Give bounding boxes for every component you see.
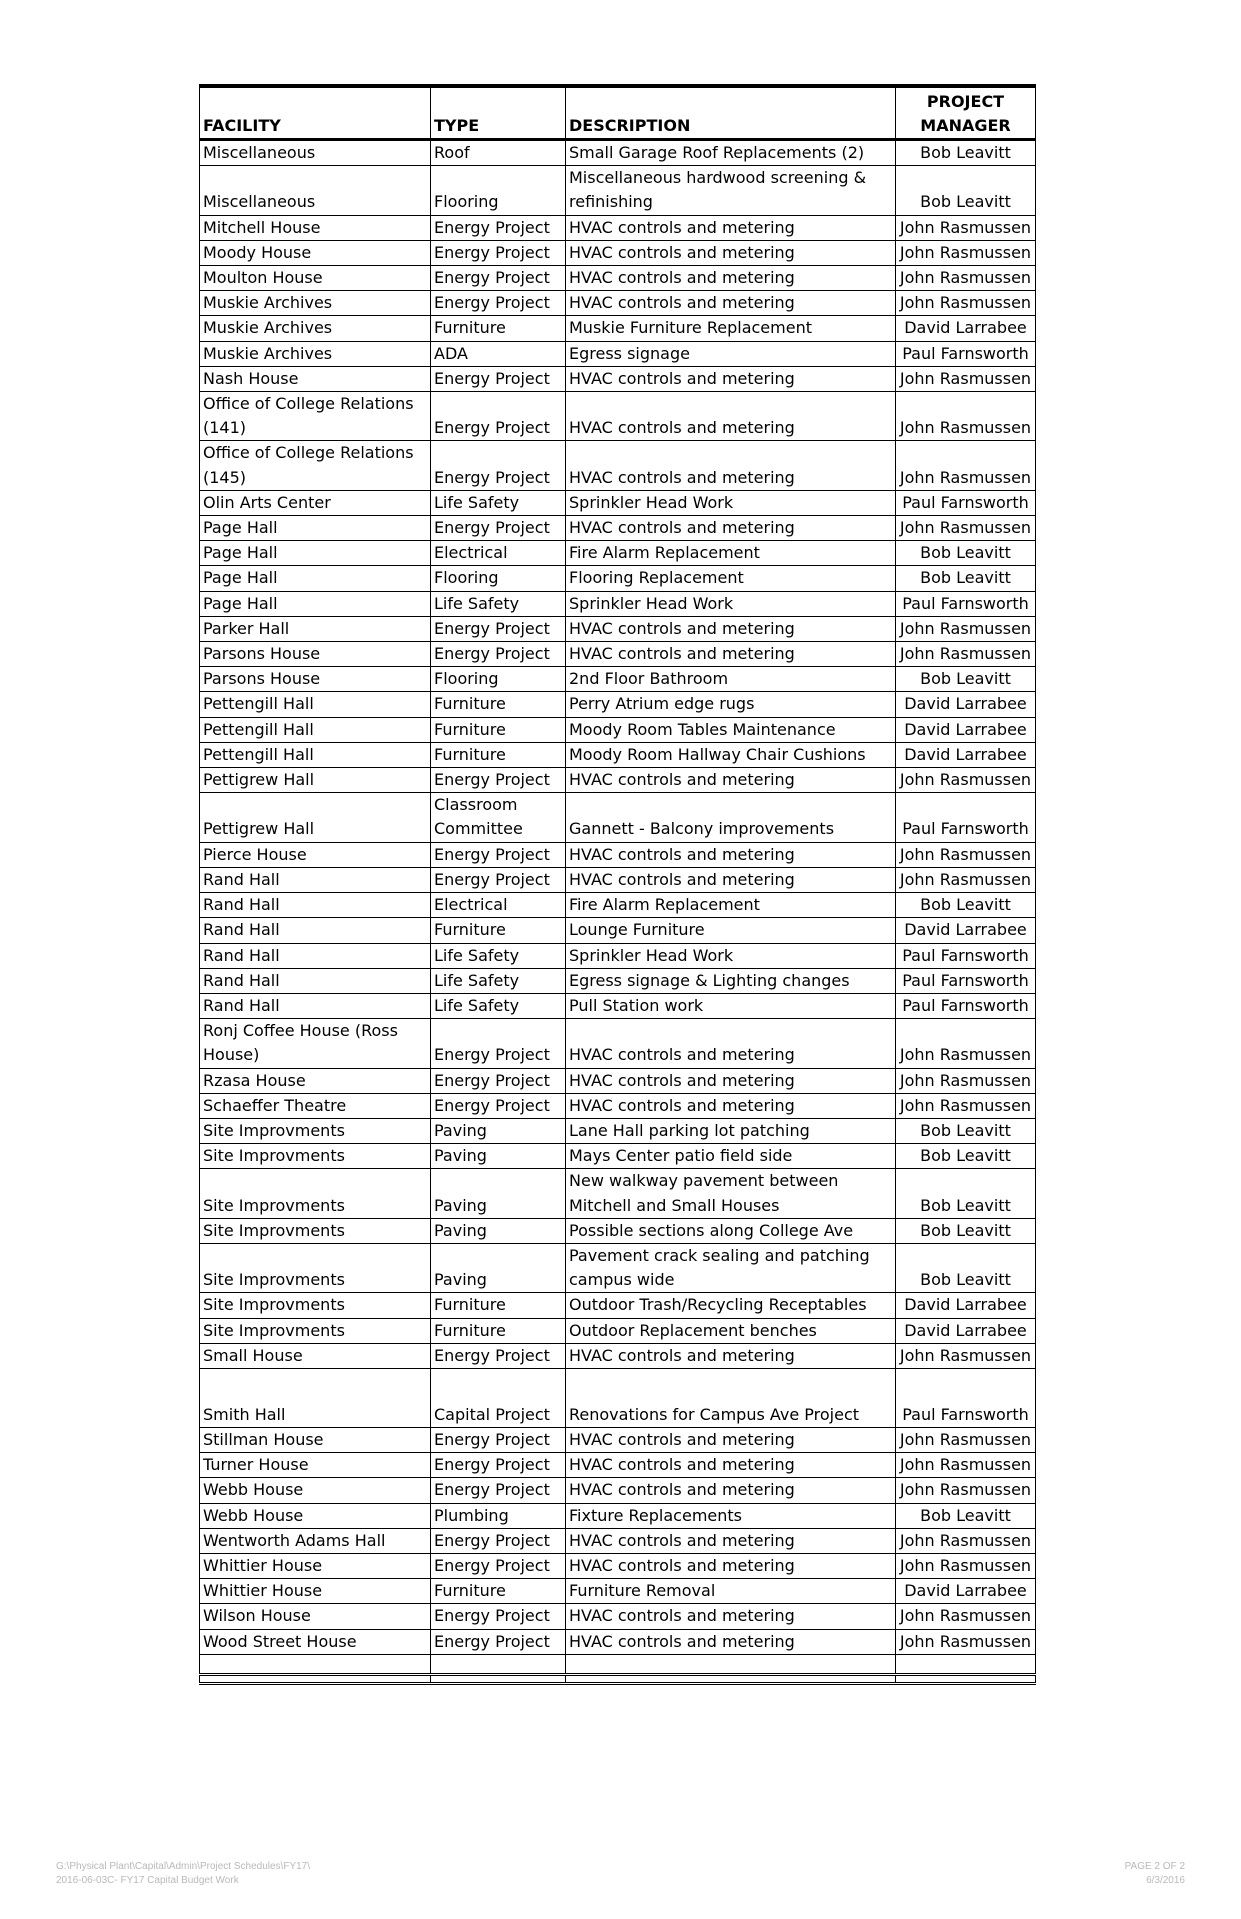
empty-cell bbox=[566, 1674, 896, 1683]
cell-facility: Site Improvments bbox=[200, 1144, 431, 1169]
cell-description: HVAC controls and metering bbox=[566, 291, 896, 316]
cell-project-manager: Paul Farnsworth bbox=[896, 993, 1036, 1018]
table-row bbox=[200, 215, 1036, 240]
cell-type: Energy Project bbox=[431, 1629, 566, 1654]
cell-project-manager: John Rasmussen bbox=[896, 215, 1036, 240]
cell-project-manager: David Larrabee bbox=[896, 1579, 1036, 1604]
cell-project-manager: David Larrabee bbox=[896, 1293, 1036, 1318]
cell-project-manager: John Rasmussen bbox=[896, 1343, 1036, 1368]
empty-cell bbox=[200, 1654, 431, 1674]
empty-cell bbox=[431, 1654, 566, 1674]
cell-type: Energy Project bbox=[431, 366, 566, 391]
cell-type: Energy Project bbox=[431, 1093, 566, 1118]
cell-description: Egress signage bbox=[566, 341, 896, 366]
cell-description: HVAC controls and metering bbox=[566, 1343, 896, 1368]
cell-description: HVAC controls and metering bbox=[566, 441, 896, 490]
table-row bbox=[200, 842, 1036, 867]
cell-type: Energy Project bbox=[431, 1528, 566, 1553]
table-row bbox=[200, 993, 1036, 1018]
cell-facility: Rand Hall bbox=[200, 867, 431, 892]
project-schedule-table bbox=[199, 84, 1036, 1685]
cell-project-manager: Paul Farnsworth bbox=[896, 591, 1036, 616]
cell-description: HVAC controls and metering bbox=[566, 1427, 896, 1452]
cell-facility: Pettengill Hall bbox=[200, 717, 431, 742]
cell-type: Energy Project bbox=[431, 392, 566, 441]
cell-facility: Site Improvments bbox=[200, 1218, 431, 1243]
empty-cell bbox=[896, 1654, 1036, 1674]
cell-facility: Ronj Coffee House (Ross House) bbox=[200, 1019, 431, 1068]
cell-project-manager: John Rasmussen bbox=[896, 516, 1036, 541]
cell-description: HVAC controls and metering bbox=[566, 1604, 896, 1629]
cell-facility: Pettengill Hall bbox=[200, 692, 431, 717]
cell-facility: Webb House bbox=[200, 1478, 431, 1503]
cell-type: Furniture bbox=[431, 918, 566, 943]
cell-facility: Rand Hall bbox=[200, 993, 431, 1018]
cell-facility: Parsons House bbox=[200, 667, 431, 692]
table-header bbox=[200, 86, 1036, 140]
cell-facility: Office of College Relations (141) bbox=[200, 392, 431, 441]
cell-project-manager: John Rasmussen bbox=[896, 867, 1036, 892]
cell-type: Energy Project bbox=[431, 1343, 566, 1368]
table-row bbox=[200, 717, 1036, 742]
table-row bbox=[200, 742, 1036, 767]
cell-type: ADA bbox=[431, 341, 566, 366]
table-row bbox=[200, 1243, 1036, 1292]
cell-facility: Smith Hall bbox=[200, 1368, 431, 1427]
table-row bbox=[200, 316, 1036, 341]
header-row bbox=[200, 86, 1036, 140]
cell-project-manager: John Rasmussen bbox=[896, 240, 1036, 265]
cell-type: Energy Project bbox=[431, 616, 566, 641]
cell-type: Life Safety bbox=[431, 591, 566, 616]
cell-facility: Whittier House bbox=[200, 1553, 431, 1578]
table-row bbox=[200, 616, 1036, 641]
cell-description: Lane Hall parking lot patching bbox=[566, 1118, 896, 1143]
table-row bbox=[200, 392, 1036, 441]
table-row bbox=[200, 1453, 1036, 1478]
cell-type: Furniture bbox=[431, 717, 566, 742]
table-row bbox=[200, 1343, 1036, 1368]
cell-description: HVAC controls and metering bbox=[566, 867, 896, 892]
cell-description: Possible sections along College Ave bbox=[566, 1218, 896, 1243]
cell-type: Energy Project bbox=[431, 1553, 566, 1578]
cell-description: Moody Room Hallway Chair Cushions bbox=[566, 742, 896, 767]
cell-facility: Wood Street House bbox=[200, 1629, 431, 1654]
cell-project-manager: Paul Farnsworth bbox=[896, 943, 1036, 968]
table-row bbox=[200, 291, 1036, 316]
cell-description: Flooring Replacement bbox=[566, 566, 896, 591]
cell-type: Life Safety bbox=[431, 943, 566, 968]
cell-description: Gannett - Balcony improvements bbox=[566, 793, 896, 842]
cell-description: HVAC controls and metering bbox=[566, 266, 896, 291]
cell-facility: Rzasa House bbox=[200, 1068, 431, 1093]
cell-type: Energy Project bbox=[431, 642, 566, 667]
empty-cell bbox=[566, 1654, 896, 1674]
table-row bbox=[200, 692, 1036, 717]
cell-description: Moody Room Tables Maintenance bbox=[566, 717, 896, 742]
cell-type: Energy Project bbox=[431, 215, 566, 240]
empty-cell bbox=[431, 1674, 566, 1683]
header-description: DESCRIPTION bbox=[566, 86, 896, 140]
cell-description: HVAC controls and metering bbox=[566, 392, 896, 441]
cell-facility: Rand Hall bbox=[200, 943, 431, 968]
cell-project-manager: Bob Leavitt bbox=[896, 1144, 1036, 1169]
cell-facility: Nash House bbox=[200, 366, 431, 391]
cell-type: Flooring bbox=[431, 566, 566, 591]
table-body bbox=[200, 140, 1036, 1684]
table-row bbox=[200, 943, 1036, 968]
cell-type: Paving bbox=[431, 1169, 566, 1218]
cell-description: HVAC controls and metering bbox=[566, 215, 896, 240]
cell-project-manager: David Larrabee bbox=[896, 742, 1036, 767]
cell-type: Plumbing bbox=[431, 1503, 566, 1528]
cell-description: Pull Station work bbox=[566, 993, 896, 1018]
cell-project-manager: John Rasmussen bbox=[896, 642, 1036, 667]
cell-facility: Site Improvments bbox=[200, 1318, 431, 1343]
cell-facility: Pettigrew Hall bbox=[200, 793, 431, 842]
table-row bbox=[200, 490, 1036, 515]
cell-description: HVAC controls and metering bbox=[566, 1629, 896, 1654]
cell-description: Renovations for Campus Ave Project bbox=[566, 1368, 896, 1427]
cell-facility: Page Hall bbox=[200, 516, 431, 541]
table-row bbox=[200, 893, 1036, 918]
cell-facility: Turner House bbox=[200, 1453, 431, 1478]
cell-facility: Site Improvments bbox=[200, 1118, 431, 1143]
cell-project-manager: John Rasmussen bbox=[896, 768, 1036, 793]
cell-type: Energy Project bbox=[431, 266, 566, 291]
cell-project-manager: John Rasmussen bbox=[896, 1093, 1036, 1118]
cell-project-manager: John Rasmussen bbox=[896, 1629, 1036, 1654]
cell-project-manager: John Rasmussen bbox=[896, 441, 1036, 490]
file-name-line: 2016-06-03C- FY17 Capital Budget Work bbox=[56, 1875, 239, 1886]
table-row bbox=[200, 1528, 1036, 1553]
cell-project-manager: Paul Farnsworth bbox=[896, 1368, 1036, 1427]
cell-description: HVAC controls and metering bbox=[566, 1068, 896, 1093]
cell-project-manager: Paul Farnsworth bbox=[896, 793, 1036, 842]
cell-facility: Parsons House bbox=[200, 642, 431, 667]
cell-description: HVAC controls and metering bbox=[566, 768, 896, 793]
cell-facility: Parker Hall bbox=[200, 616, 431, 641]
table-row bbox=[200, 642, 1036, 667]
cell-description: HVAC controls and metering bbox=[566, 516, 896, 541]
cell-facility: Miscellaneous bbox=[200, 140, 431, 166]
cell-project-manager: Paul Farnsworth bbox=[896, 341, 1036, 366]
cell-facility: Moody House bbox=[200, 240, 431, 265]
cell-description: HVAC controls and metering bbox=[566, 616, 896, 641]
table-row bbox=[200, 667, 1036, 692]
empty-row bbox=[200, 1654, 1036, 1674]
cell-project-manager: Bob Leavitt bbox=[896, 1118, 1036, 1143]
cell-facility: Miscellaneous bbox=[200, 166, 431, 215]
cell-type: Energy Project bbox=[431, 516, 566, 541]
cell-type: Energy Project bbox=[431, 240, 566, 265]
table-row bbox=[200, 240, 1036, 265]
cell-project-manager: John Rasmussen bbox=[896, 366, 1036, 391]
cell-description: Lounge Furniture bbox=[566, 918, 896, 943]
cell-type: Furniture bbox=[431, 1579, 566, 1604]
cell-facility: Moulton House bbox=[200, 266, 431, 291]
table-row bbox=[200, 1169, 1036, 1218]
cell-project-manager: John Rasmussen bbox=[896, 266, 1036, 291]
cell-type: Energy Project bbox=[431, 1019, 566, 1068]
table-row bbox=[200, 768, 1036, 793]
cell-facility: Pettengill Hall bbox=[200, 742, 431, 767]
cell-type: Energy Project bbox=[431, 1478, 566, 1503]
cell-type: Paving bbox=[431, 1243, 566, 1292]
cell-facility: Page Hall bbox=[200, 591, 431, 616]
cell-type: Roof bbox=[431, 140, 566, 166]
cell-description: Small Garage Roof Replacements (2) bbox=[566, 140, 896, 166]
cell-type: Energy Project bbox=[431, 1453, 566, 1478]
table-row bbox=[200, 1368, 1036, 1427]
file-path-line: G:\Physical Plant\Capital\Admin\Project Schedules\FY17\ bbox=[56, 1861, 311, 1872]
table-row bbox=[200, 366, 1036, 391]
cell-type: Furniture bbox=[431, 692, 566, 717]
cell-facility: Stillman House bbox=[200, 1427, 431, 1452]
table-row bbox=[200, 1629, 1036, 1654]
cell-type: Energy Project bbox=[431, 1604, 566, 1629]
cell-project-manager: John Rasmussen bbox=[896, 291, 1036, 316]
cell-facility: Mitchell House bbox=[200, 215, 431, 240]
table-row bbox=[200, 266, 1036, 291]
empty-cell bbox=[200, 1674, 431, 1683]
cell-description: HVAC controls and metering bbox=[566, 1093, 896, 1118]
cell-type: Paving bbox=[431, 1218, 566, 1243]
cell-project-manager: John Rasmussen bbox=[896, 1068, 1036, 1093]
table-row bbox=[200, 1318, 1036, 1343]
table-end-rule bbox=[200, 1674, 1036, 1683]
cell-facility: Site Improvments bbox=[200, 1293, 431, 1318]
cell-type: Energy Project bbox=[431, 842, 566, 867]
table-row bbox=[200, 591, 1036, 616]
cell-type: Furniture bbox=[431, 1318, 566, 1343]
cell-description: Miscellaneous hardwood screening & refinishing bbox=[566, 166, 896, 215]
cell-project-manager: John Rasmussen bbox=[896, 1478, 1036, 1503]
cell-project-manager: Bob Leavitt bbox=[896, 166, 1036, 215]
cell-project-manager: John Rasmussen bbox=[896, 1604, 1036, 1629]
table-row bbox=[200, 516, 1036, 541]
cell-facility: Page Hall bbox=[200, 566, 431, 591]
cell-type: Furniture bbox=[431, 316, 566, 341]
table-row bbox=[200, 1144, 1036, 1169]
table-row bbox=[200, 1093, 1036, 1118]
table-row bbox=[200, 541, 1036, 566]
table-row bbox=[200, 968, 1036, 993]
table-row bbox=[200, 793, 1036, 842]
table-row bbox=[200, 441, 1036, 490]
cell-facility: Rand Hall bbox=[200, 918, 431, 943]
cell-project-manager: Bob Leavitt bbox=[896, 1503, 1036, 1528]
cell-facility: Webb House bbox=[200, 1503, 431, 1528]
cell-project-manager: David Larrabee bbox=[896, 316, 1036, 341]
cell-type: Energy Project bbox=[431, 1068, 566, 1093]
table-row bbox=[200, 1068, 1036, 1093]
table-row bbox=[200, 1019, 1036, 1068]
cell-project-manager: Paul Farnsworth bbox=[896, 968, 1036, 993]
cell-description: Sprinkler Head Work bbox=[566, 591, 896, 616]
cell-description: Fire Alarm Replacement bbox=[566, 893, 896, 918]
cell-description: Egress signage & Lighting changes bbox=[566, 968, 896, 993]
cell-facility: Site Improvments bbox=[200, 1243, 431, 1292]
cell-project-manager: Bob Leavitt bbox=[896, 541, 1036, 566]
cell-description: Sprinkler Head Work bbox=[566, 943, 896, 968]
cell-description: Outdoor Trash/Recycling Receptables bbox=[566, 1293, 896, 1318]
cell-description: New walkway pavement between Mitchell and Small Houses bbox=[566, 1169, 896, 1218]
table-row bbox=[200, 1553, 1036, 1578]
footer-date: 6/3/2016 bbox=[1146, 1875, 1185, 1886]
table-row bbox=[200, 140, 1036, 166]
cell-type: Capital Project bbox=[431, 1368, 566, 1427]
cell-project-manager: John Rasmussen bbox=[896, 392, 1036, 441]
cell-description: HVAC controls and metering bbox=[566, 642, 896, 667]
cell-project-manager: John Rasmussen bbox=[896, 1528, 1036, 1553]
cell-type: Paving bbox=[431, 1144, 566, 1169]
cell-project-manager: David Larrabee bbox=[896, 692, 1036, 717]
cell-project-manager: John Rasmussen bbox=[896, 1553, 1036, 1578]
cell-description: HVAC controls and metering bbox=[566, 1553, 896, 1578]
cell-type: Paving bbox=[431, 1118, 566, 1143]
cell-facility: Wentworth Adams Hall bbox=[200, 1528, 431, 1553]
cell-type: Furniture bbox=[431, 1293, 566, 1318]
cell-project-manager: Paul Farnsworth bbox=[896, 490, 1036, 515]
cell-description: HVAC controls and metering bbox=[566, 366, 896, 391]
cell-facility: Wilson House bbox=[200, 1604, 431, 1629]
cell-facility: Site Improvments bbox=[200, 1169, 431, 1218]
cell-facility: Office of College Relations (145) bbox=[200, 441, 431, 490]
table-row bbox=[200, 1604, 1036, 1629]
cell-type: Energy Project bbox=[431, 1427, 566, 1452]
page-footer bbox=[1125, 1860, 1185, 1888]
cell-type: Life Safety bbox=[431, 968, 566, 993]
cell-project-manager: David Larrabee bbox=[896, 918, 1036, 943]
table-row bbox=[200, 1118, 1036, 1143]
cell-description: Pavement crack sealing and patching campus wide bbox=[566, 1243, 896, 1292]
cell-facility: Rand Hall bbox=[200, 893, 431, 918]
cell-description: HVAC controls and metering bbox=[566, 1528, 896, 1553]
cell-description: HVAC controls and metering bbox=[566, 842, 896, 867]
cell-description: HVAC controls and metering bbox=[566, 1453, 896, 1478]
cell-description: HVAC controls and metering bbox=[566, 1478, 896, 1503]
table-row bbox=[200, 166, 1036, 215]
cell-project-manager: Bob Leavitt bbox=[896, 1218, 1036, 1243]
cell-facility: Pettigrew Hall bbox=[200, 768, 431, 793]
cell-description: Muskie Furniture Replacement bbox=[566, 316, 896, 341]
cell-description: Outdoor Replacement benches bbox=[566, 1318, 896, 1343]
cell-type: Energy Project bbox=[431, 291, 566, 316]
cell-facility: Muskie Archives bbox=[200, 341, 431, 366]
cell-description: HVAC controls and metering bbox=[566, 240, 896, 265]
cell-description: Furniture Removal bbox=[566, 1579, 896, 1604]
cell-project-manager: Bob Leavitt bbox=[896, 893, 1036, 918]
cell-facility: Muskie Archives bbox=[200, 291, 431, 316]
cell-facility: Muskie Archives bbox=[200, 316, 431, 341]
cell-description: Fixture Replacements bbox=[566, 1503, 896, 1528]
cell-project-manager: Bob Leavitt bbox=[896, 1169, 1036, 1218]
cell-type: Flooring bbox=[431, 667, 566, 692]
cell-facility: Page Hall bbox=[200, 541, 431, 566]
cell-project-manager: Bob Leavitt bbox=[896, 667, 1036, 692]
cell-project-manager: John Rasmussen bbox=[896, 842, 1036, 867]
cell-type: Classroom Committee bbox=[431, 793, 566, 842]
cell-project-manager: John Rasmussen bbox=[896, 1427, 1036, 1452]
table-row bbox=[200, 1478, 1036, 1503]
cell-project-manager: Bob Leavitt bbox=[896, 566, 1036, 591]
cell-project-manager: Bob Leavitt bbox=[896, 1243, 1036, 1292]
cell-type: Electrical bbox=[431, 541, 566, 566]
cell-facility: Small House bbox=[200, 1343, 431, 1368]
cell-description: 2nd Floor Bathroom bbox=[566, 667, 896, 692]
cell-project-manager: David Larrabee bbox=[896, 1318, 1036, 1343]
cell-description: Mays Center patio field side bbox=[566, 1144, 896, 1169]
cell-facility: Schaeffer Theatre bbox=[200, 1093, 431, 1118]
header-project-manager: PROJECT MANAGER bbox=[896, 86, 1036, 140]
cell-type: Furniture bbox=[431, 742, 566, 767]
cell-facility: Olin Arts Center bbox=[200, 490, 431, 515]
cell-description: HVAC controls and metering bbox=[566, 1019, 896, 1068]
header-type: TYPE bbox=[431, 86, 566, 140]
cell-type: Flooring bbox=[431, 166, 566, 215]
cell-project-manager: Bob Leavitt bbox=[896, 140, 1036, 166]
cell-description: Fire Alarm Replacement bbox=[566, 541, 896, 566]
page-number: PAGE 2 OF 2 bbox=[1124, 1861, 1185, 1872]
file-path-footer bbox=[56, 1860, 310, 1888]
header-facility: FACILITY bbox=[200, 86, 431, 140]
cell-type: Life Safety bbox=[431, 993, 566, 1018]
cell-type: Electrical bbox=[431, 893, 566, 918]
cell-description: Perry Atrium edge rugs bbox=[566, 692, 896, 717]
cell-facility: Pierce House bbox=[200, 842, 431, 867]
cell-description: Sprinkler Head Work bbox=[566, 490, 896, 515]
table-row bbox=[200, 918, 1036, 943]
table-row bbox=[200, 1427, 1036, 1452]
table-row bbox=[200, 1218, 1036, 1243]
cell-project-manager: John Rasmussen bbox=[896, 616, 1036, 641]
table-row bbox=[200, 867, 1036, 892]
cell-facility: Whittier House bbox=[200, 1579, 431, 1604]
cell-type: Energy Project bbox=[431, 867, 566, 892]
table-row bbox=[200, 1579, 1036, 1604]
cell-project-manager: David Larrabee bbox=[896, 717, 1036, 742]
cell-project-manager: John Rasmussen bbox=[896, 1453, 1036, 1478]
cell-type: Energy Project bbox=[431, 441, 566, 490]
table-row bbox=[200, 566, 1036, 591]
table-row bbox=[200, 1503, 1036, 1528]
cell-type: Energy Project bbox=[431, 768, 566, 793]
empty-cell bbox=[896, 1674, 1036, 1683]
cell-facility: Rand Hall bbox=[200, 968, 431, 993]
cell-project-manager: John Rasmussen bbox=[896, 1019, 1036, 1068]
cell-type: Life Safety bbox=[431, 490, 566, 515]
table-row bbox=[200, 1293, 1036, 1318]
table-row bbox=[200, 341, 1036, 366]
